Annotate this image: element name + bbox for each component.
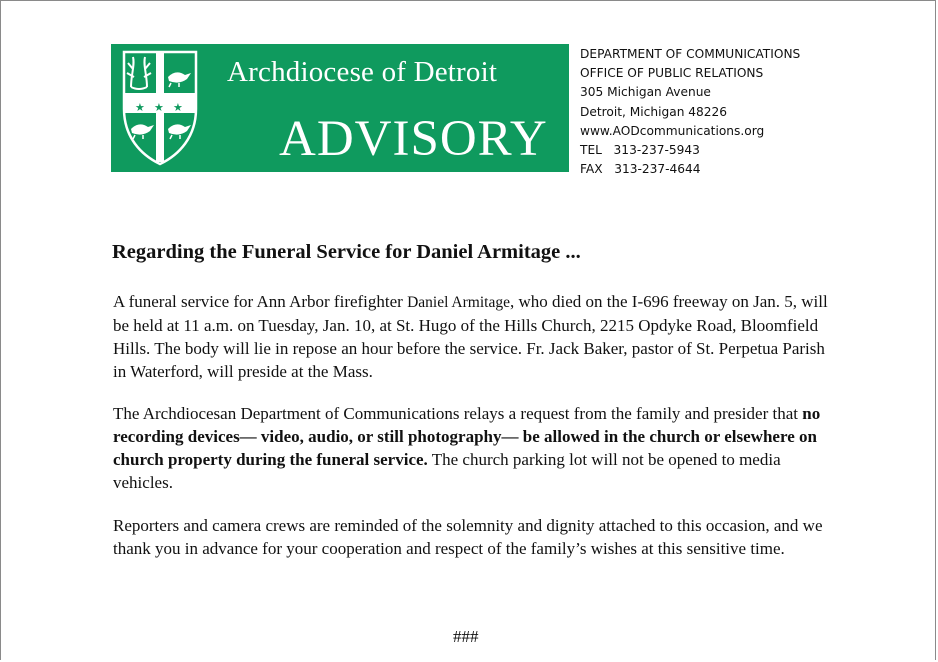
website-link[interactable]: www.AODcommunications.org [580,123,765,138]
city-state-zip: Detroit, Michigan 48226 [580,104,728,119]
paragraph-reminder: Reporters and camera crews are reminded of the solemnity and dignity attached to this occasion, and we thank you in advance for your cooperation and respect of the family’s wishes at this sensitive time. [113,516,823,558]
svg-text:★: ★ [135,101,145,114]
paragraph-funeral-details [113,290,833,383]
street-address: 305 Michigan Avenue [580,85,711,100]
svg-text:★: ★ [173,101,183,114]
telephone-line: TEL 313-237-5943 [580,143,700,158]
end-mark: ### [453,627,479,646]
recording-ban-notice: no recording devices— video, audio, or still photography— be allowed in the church or elsewhere on church property during the funeral service. [113,404,821,469]
letterhead-banner [111,44,569,172]
paragraph-2-rest: The church parking lot will not be opened to media vehicles. [113,450,781,492]
office-line: OFFICE OF PUBLIC RELATIONS [580,66,764,81]
paragraph-media-request [113,402,833,494]
contact-block [580,45,850,179]
deceased-name: Daniel Armitage [407,294,510,311]
archdiocese-shield-icon [121,49,199,167]
paragraph-1-lead: A funeral service for Ann Arbor firefighter [113,292,408,311]
organization-name: Archdiocese of Detroit [227,56,498,88]
fax-line: FAX 313-237-4644 [580,162,701,177]
paragraph-1-rest: , who died on the I-696 freeway on Jan. 5, will be held at 11 a.m. on Tuesday, Jan. 10, at St. Hugo of the Hills Church, 2215 Opdyke Road, Bloomfield Hills. The body will lie in repose an hour before the service. Fr. Jack Baker, pastor of St. Perpetua Parish in Waterford, will preside at the Mass. [113,292,828,381]
advisory-headline: Regarding the Funeral Service for Daniel Armitage ... [112,241,581,263]
paragraph-2-lead: The Archdiocesan Department of Communications relays a request from the family and presider that [113,404,803,423]
svg-text:★: ★ [154,101,164,114]
department-line: DEPARTMENT OF COMMUNICATIONS [580,47,801,61]
document-type-title: ADVISORY [279,111,548,167]
